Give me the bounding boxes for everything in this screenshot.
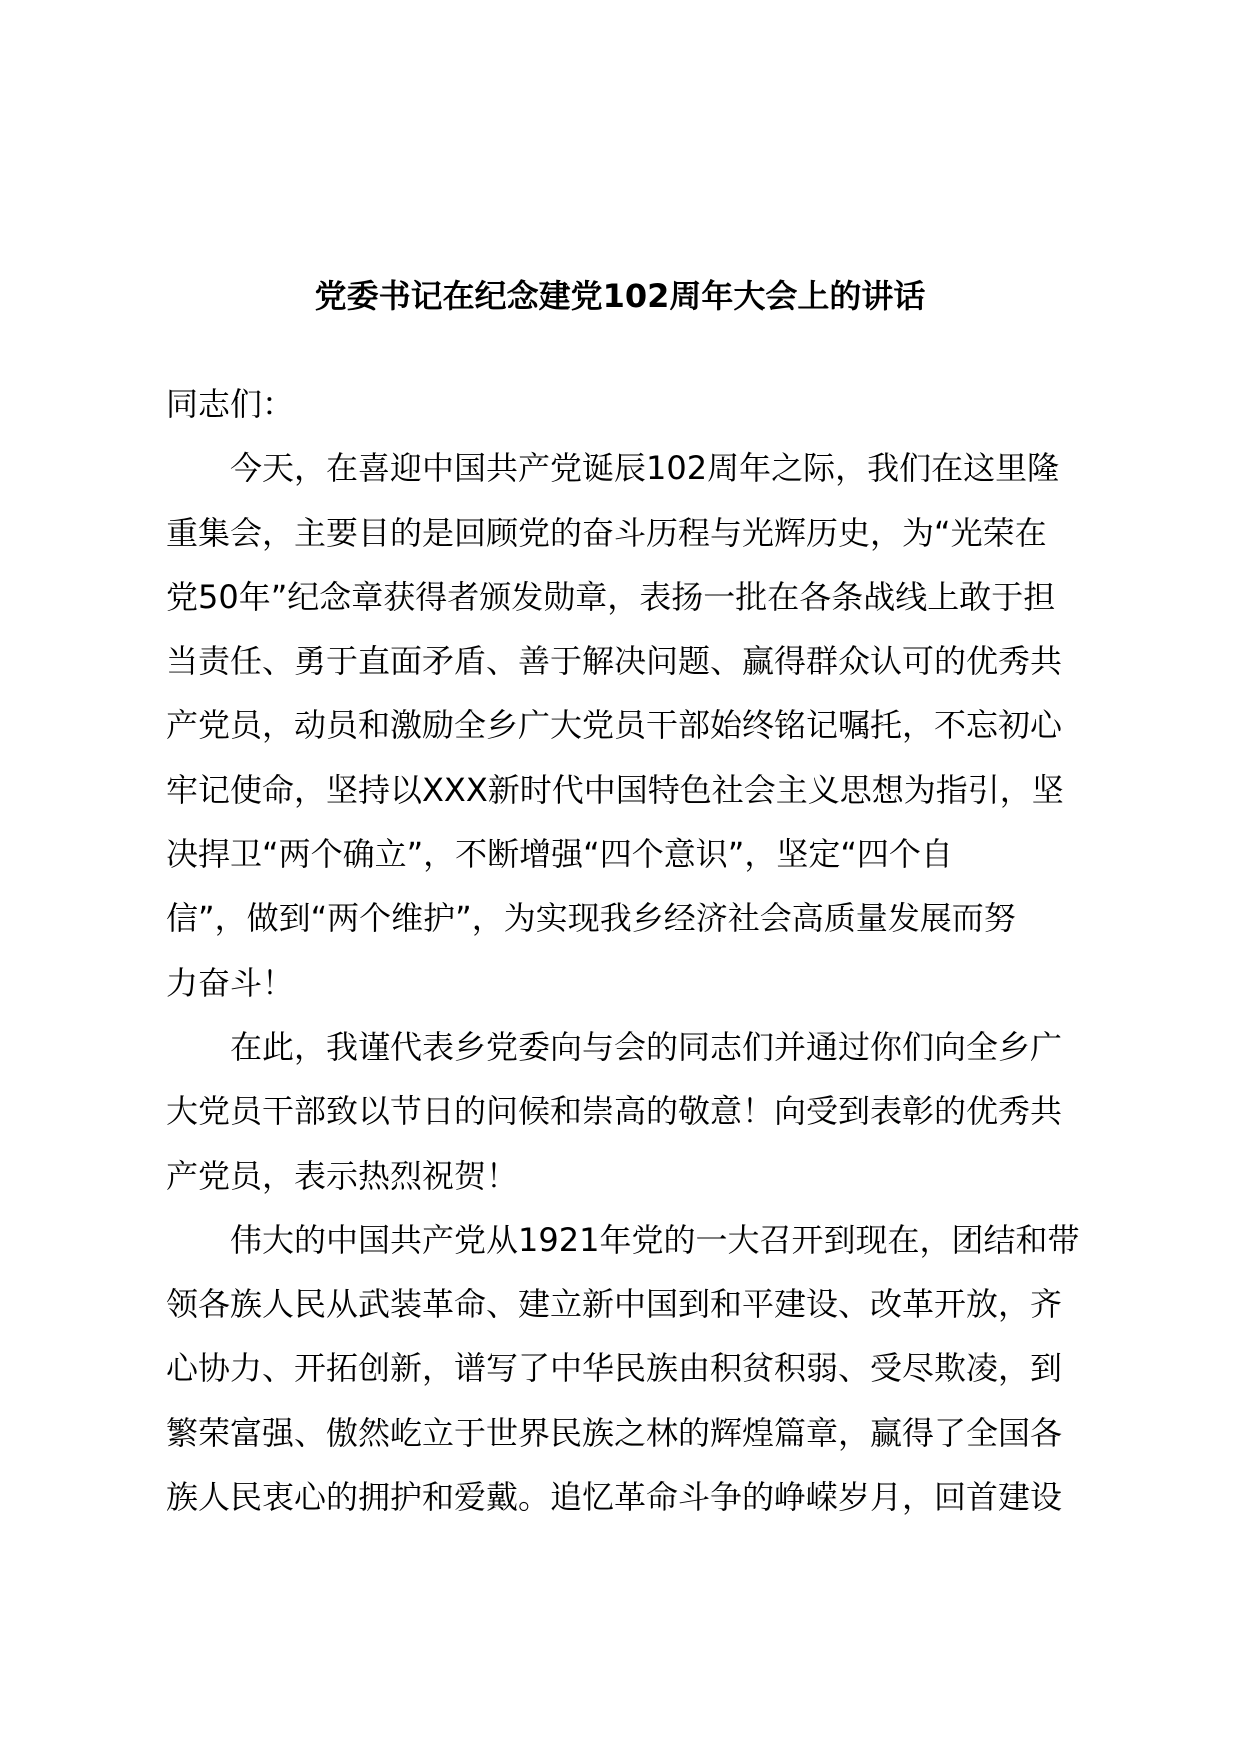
speech-text bbox=[166, 436, 1126, 1529]
document-title: 党委书记在纪念建党102周年大会上的讲话 bbox=[314, 277, 926, 315]
text-line: 大党员干部致以节日的问候和崇高的敬意！向受到表彰的优秀共 bbox=[166, 1092, 1063, 1131]
text-line: 族人民衷心的拥护和爱戴。追忆革命斗争的峥嵘岁月，回首建设 bbox=[166, 1478, 1063, 1517]
text-line: 重集会，主要目的是回顾党的奋斗历程与光辉历史，为“光荣在 bbox=[166, 513, 1047, 552]
text-line: 产党员，动员和激励全乡广大党员干部始终铭记嘱托，不忘初心 bbox=[166, 706, 1063, 745]
paragraph-first-line: 在此，我谨代表乡党委向与会的同志们并通过你们向全乡广 bbox=[230, 1027, 1063, 1066]
text-line: 力奋斗！ bbox=[166, 963, 295, 1002]
document-body bbox=[166, 372, 1126, 1529]
text-line: 信”，做到“两个维护”，为实现我乡经济社会高质量发展而努 bbox=[166, 899, 1016, 938]
paragraph-first-line: 伟大的中国共产党从1921年党的一大召开到现在，团结和带 bbox=[230, 1220, 1080, 1259]
text-line: 领各族人民从武装革命、建立新中国到和平建设、改革开放，齐 bbox=[166, 1285, 1063, 1324]
text-line: 决捍卫“两个确立”，不断增强“四个意识”，坚定“四个自 bbox=[166, 835, 953, 874]
text-line: 当责任、勇于直面矛盾、善于解决问题、赢得群众认可的优秀共 bbox=[166, 642, 1063, 681]
text-line: 党50年”纪念章获得者颁发勋章，表扬一批在各条战线上敢于担 bbox=[166, 577, 1056, 616]
text-line: 产党员，表示热烈祝贺！ bbox=[166, 1156, 519, 1195]
salutation: 同志们： bbox=[166, 385, 295, 423]
text-line: 心协力、开拓创新，谱写了中华民族由积贫积弱、受尽欺凌，到 bbox=[166, 1349, 1063, 1388]
paragraph-first-line: 今天，在喜迎中国共产党诞辰102周年之际，我们在这里隆 bbox=[230, 449, 1060, 488]
text-line: 繁荣富强、傲然屹立于世界民族之林的辉煌篇章，赢得了全国各 bbox=[166, 1413, 1063, 1452]
text-line: 牢记使命，坚持以XXX新时代中国特色社会主义思想为指引，坚 bbox=[166, 770, 1064, 809]
